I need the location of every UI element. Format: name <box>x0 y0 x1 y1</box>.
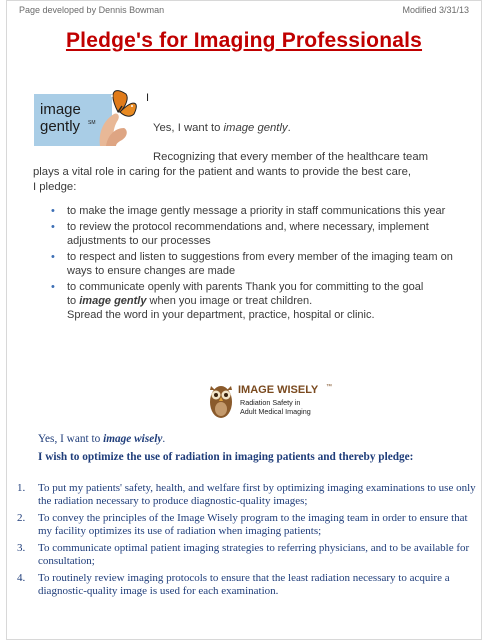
image-wisely-logo <box>207 380 347 420</box>
list-item: 3. To communicate optimal patient imaging strategies to referring physicians, and to be available for consultation; <box>17 542 470 567</box>
iw-want-line: Yes, I want to image wisely. <box>38 433 166 445</box>
svg-text:SM: SM <box>88 120 96 126</box>
list-item: • to respect and listen to suggestions from every member of the imaging team on ways to ensure changes are made <box>51 251 453 277</box>
list-item: • to make the image gently message a priority in staff communications this year <box>51 205 446 217</box>
svg-text:™: ™ <box>326 384 332 390</box>
logo-subtitle-1: Radiation Safety in <box>240 398 301 407</box>
owl-icon <box>210 386 232 418</box>
image-gently-brand: image gently <box>79 295 147 307</box>
logo-word-image: image <box>40 101 81 118</box>
logo-word-gently: gently <box>40 118 81 135</box>
butterfly-icon <box>111 91 136 117</box>
iw-pledge-line: I wish to optimize the use of radiation in imaging patients and thereby pledge: <box>38 451 414 463</box>
ig-intro-line2: plays a vital role in caring for the patient and wants to provide the best care, <box>33 166 412 178</box>
document-page <box>6 0 482 640</box>
image-wisely-pledge-list <box>17 482 477 602</box>
page-title: Pledge's for Imaging Professionals <box>65 29 423 52</box>
list-item: 2. To convey the principles of the Image Wisely program to the imaging team in order to ensure that my facility optimizes its use of radiation when imaging patients; <box>17 512 468 537</box>
ig-want-em: image gently <box>223 122 288 134</box>
text-cursor: I <box>146 92 150 104</box>
image-gently-pledge-list <box>45 204 475 324</box>
modified-date: Modified 3/31/13 <box>402 5 469 15</box>
list-item: 4. To routinely review imaging protocols to ensure that the least radiation necessary to acquire a diagnostic-quality image is used for each examination. <box>17 572 450 597</box>
ig-want-line: Yes, I want to image gently. <box>153 122 291 134</box>
list-item: • to communicate openly with parents Thank you for committing to the goal to image gently when you image or treat children. Spread the word in your department, practice, hospital or clinic. <box>51 281 424 321</box>
ig-intro-line3: I pledge: <box>33 181 77 193</box>
logo-title: IMAGE WISELY <box>238 384 319 396</box>
iw-want-em: image wisely <box>103 433 163 445</box>
list-item: 1. To put my patients' safety, health, and welfare first by optimizing imaging examinations to use only the radiation necessary to produce diagnostic-quality images; <box>17 482 476 507</box>
logo-subtitle-2: Adult Medical Imaging <box>240 407 311 416</box>
image-gently-logo <box>34 84 139 152</box>
ig-intro-line1: Recognizing that every member of the healthcare team <box>153 151 429 163</box>
list-item: • to review the protocol recommendations and, where necessary, implement adjustments to our processes <box>51 221 429 247</box>
author-credit: Page developed by Dennis Bowman <box>19 5 165 15</box>
